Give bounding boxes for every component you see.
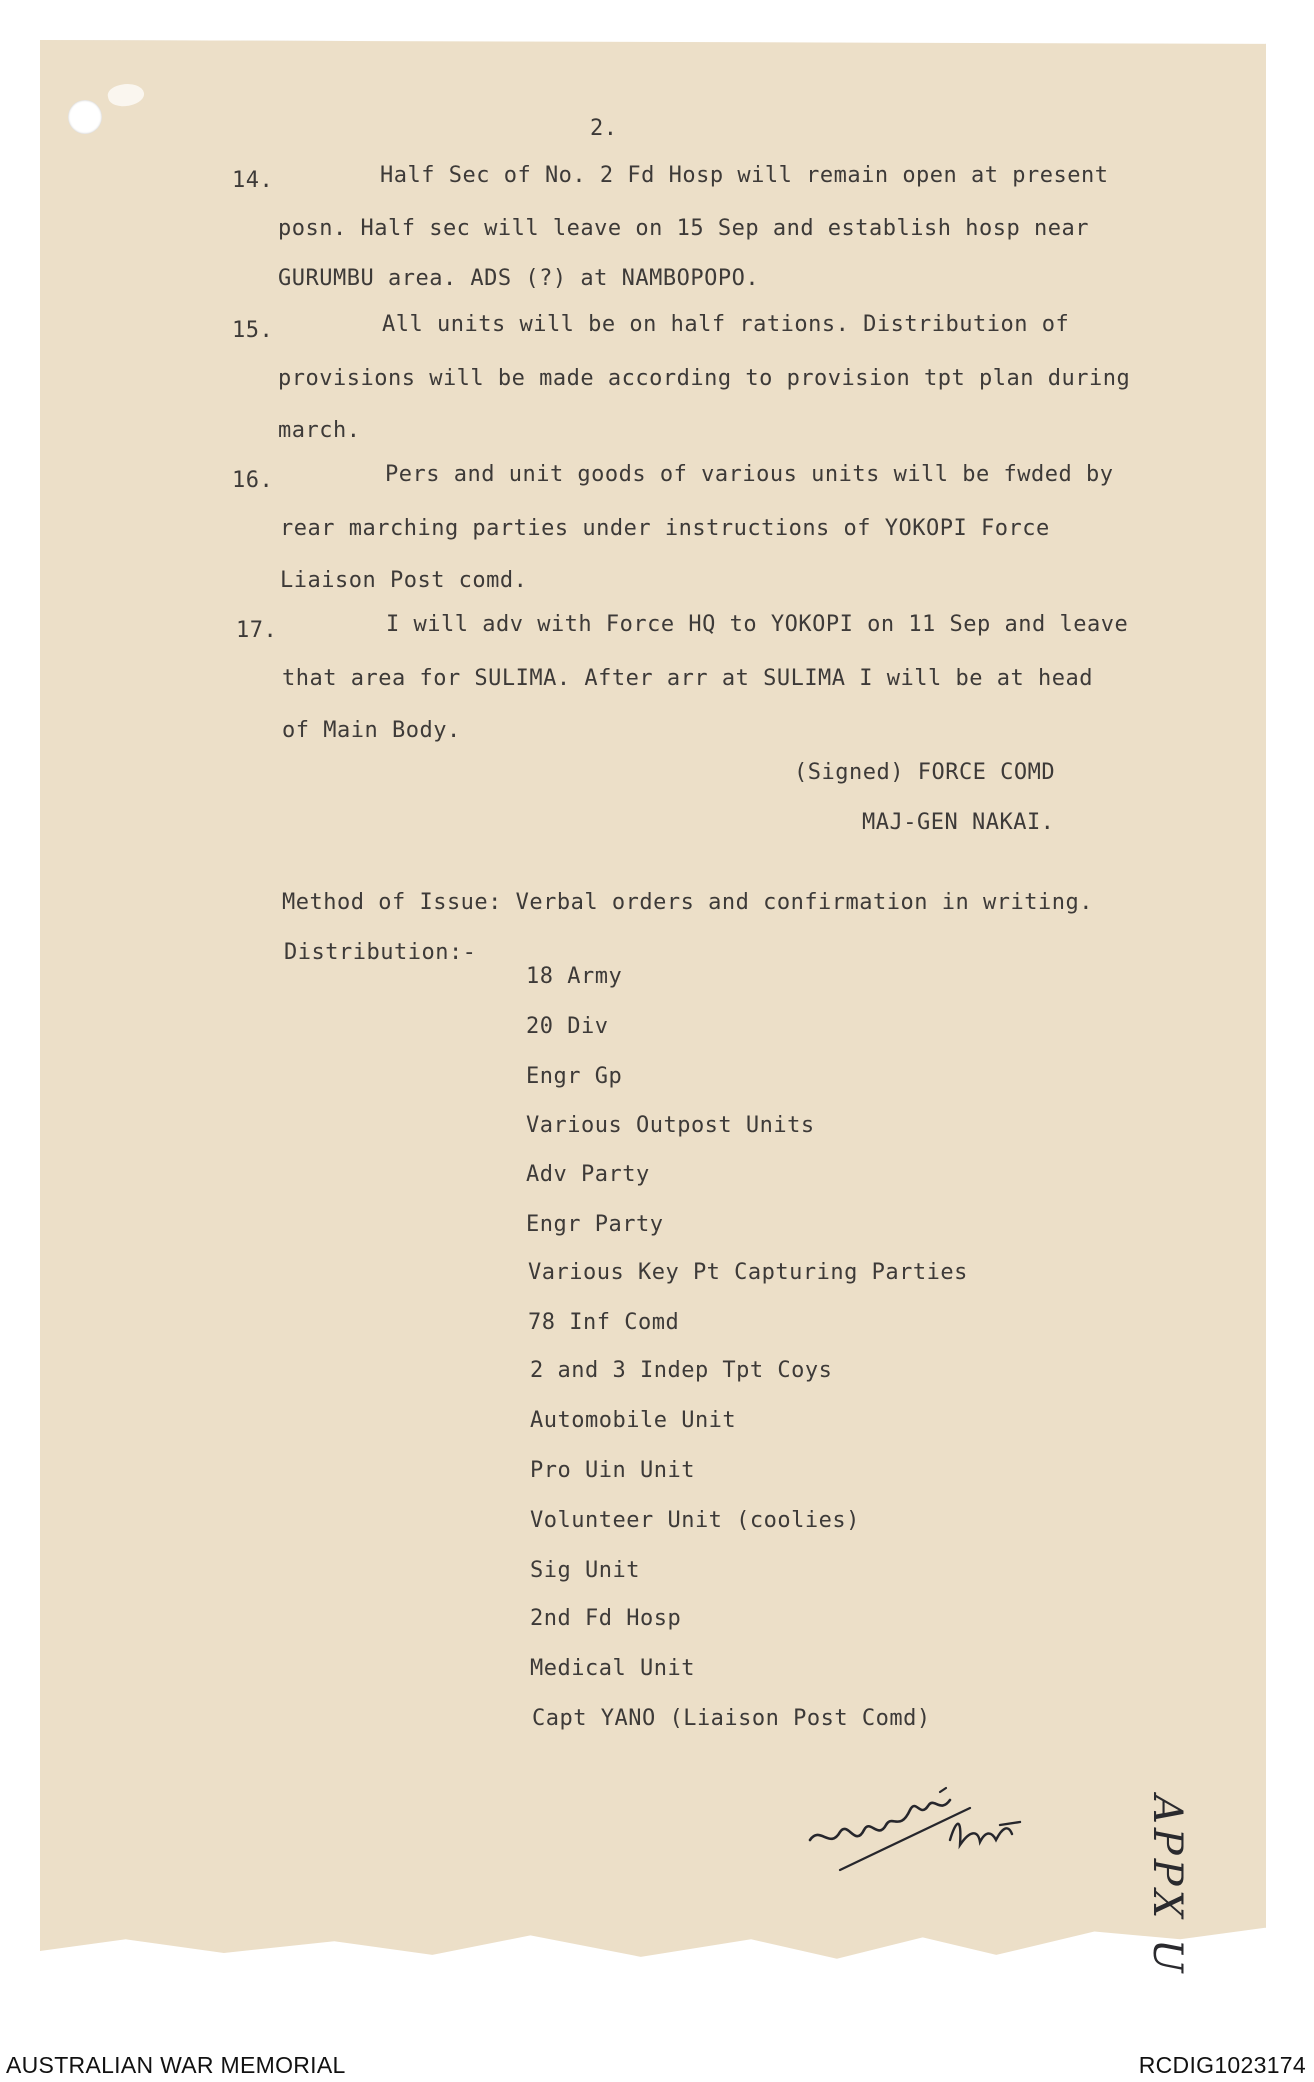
distribution-item: Adv Party [526, 1162, 650, 1187]
distribution-item: Engr Party [526, 1212, 664, 1237]
signed-by-line: (Signed) FORCE COMD [794, 760, 1056, 785]
method-of-issue: Method of Issue: Verbal orders and confirmation in writing. [282, 890, 1093, 915]
distribution-item: 2 and 3 Indep Tpt Coys [530, 1358, 833, 1383]
paragraph-14-line-1: Half Sec of No. 2 Fd Hosp will remain open at present [380, 163, 1109, 188]
distribution-item: Various Key Pt Capturing Parties [528, 1260, 968, 1285]
distribution-item: Various Outpost Units [526, 1113, 815, 1138]
distribution-item: Capt YANO (Liaison Post Comd) [532, 1706, 931, 1731]
paragraph-16-line-1: Pers and unit goods of various units will be fwded by [385, 462, 1114, 487]
paragraph-17-line-2: that area for SULIMA. After arr at SULIMA I will be at head [282, 666, 1093, 691]
distribution-item: 78 Inf Comd [528, 1310, 680, 1335]
paragraph-15-line-3: march. [278, 418, 361, 443]
distribution-item: 20 Div [526, 1014, 609, 1039]
distribution-item: Sig Unit [530, 1558, 640, 1583]
paragraph-14-line-2: posn. Half sec will leave on 15 Sep and establish hosp near [278, 216, 1089, 241]
distribution-item: 18 Army [526, 964, 623, 989]
paragraph-17-line-3: of Main Body. [282, 718, 461, 743]
paragraph-15-line-2: provisions will be made according to provision tpt plan during [278, 366, 1131, 391]
archive-credit: AUSTRALIAN WAR MEMORIAL [6, 2052, 346, 2078]
distribution-item: Engr Gp [526, 1064, 623, 1089]
paragraph-number-14: 14. [232, 168, 274, 193]
archive-reference: RCDIG1023174 [1138, 2052, 1306, 2078]
handwritten-signature [800, 1770, 1030, 1880]
signatory-name: MAJ-GEN NAKAI. [862, 810, 1055, 835]
distribution-item: 2nd Fd Hosp [530, 1606, 682, 1631]
appendix-margin-note: APPX U [1144, 1795, 1190, 1977]
paragraph-14-line-3: GURUMBU area. ADS (?) at NAMBOPOPO. [278, 266, 760, 291]
distribution-item: Automobile Unit [530, 1408, 737, 1433]
punch-hole [68, 100, 102, 134]
page-number: 2. [590, 116, 618, 141]
distribution-item: Pro Uin Unit [530, 1458, 695, 1483]
distribution-label: Distribution:- [284, 940, 477, 965]
paragraph-15-line-1: All units will be on half rations. Distribution of [382, 312, 1070, 337]
paragraph-number-17: 17. [236, 618, 278, 643]
paragraph-17-line-1: I will adv with Force HQ to YOKOPI on 11 Sep and leave [386, 612, 1129, 637]
paragraph-16-line-3: Liaison Post comd. [280, 568, 528, 593]
distribution-item: Medical Unit [530, 1656, 695, 1681]
distribution-item: Volunteer Unit (coolies) [530, 1508, 860, 1533]
paragraph-16-line-2: rear marching parties under instructions of YOKOPI Force [280, 516, 1050, 541]
paragraph-number-16: 16. [232, 468, 274, 493]
paragraph-number-15: 15. [232, 318, 274, 343]
